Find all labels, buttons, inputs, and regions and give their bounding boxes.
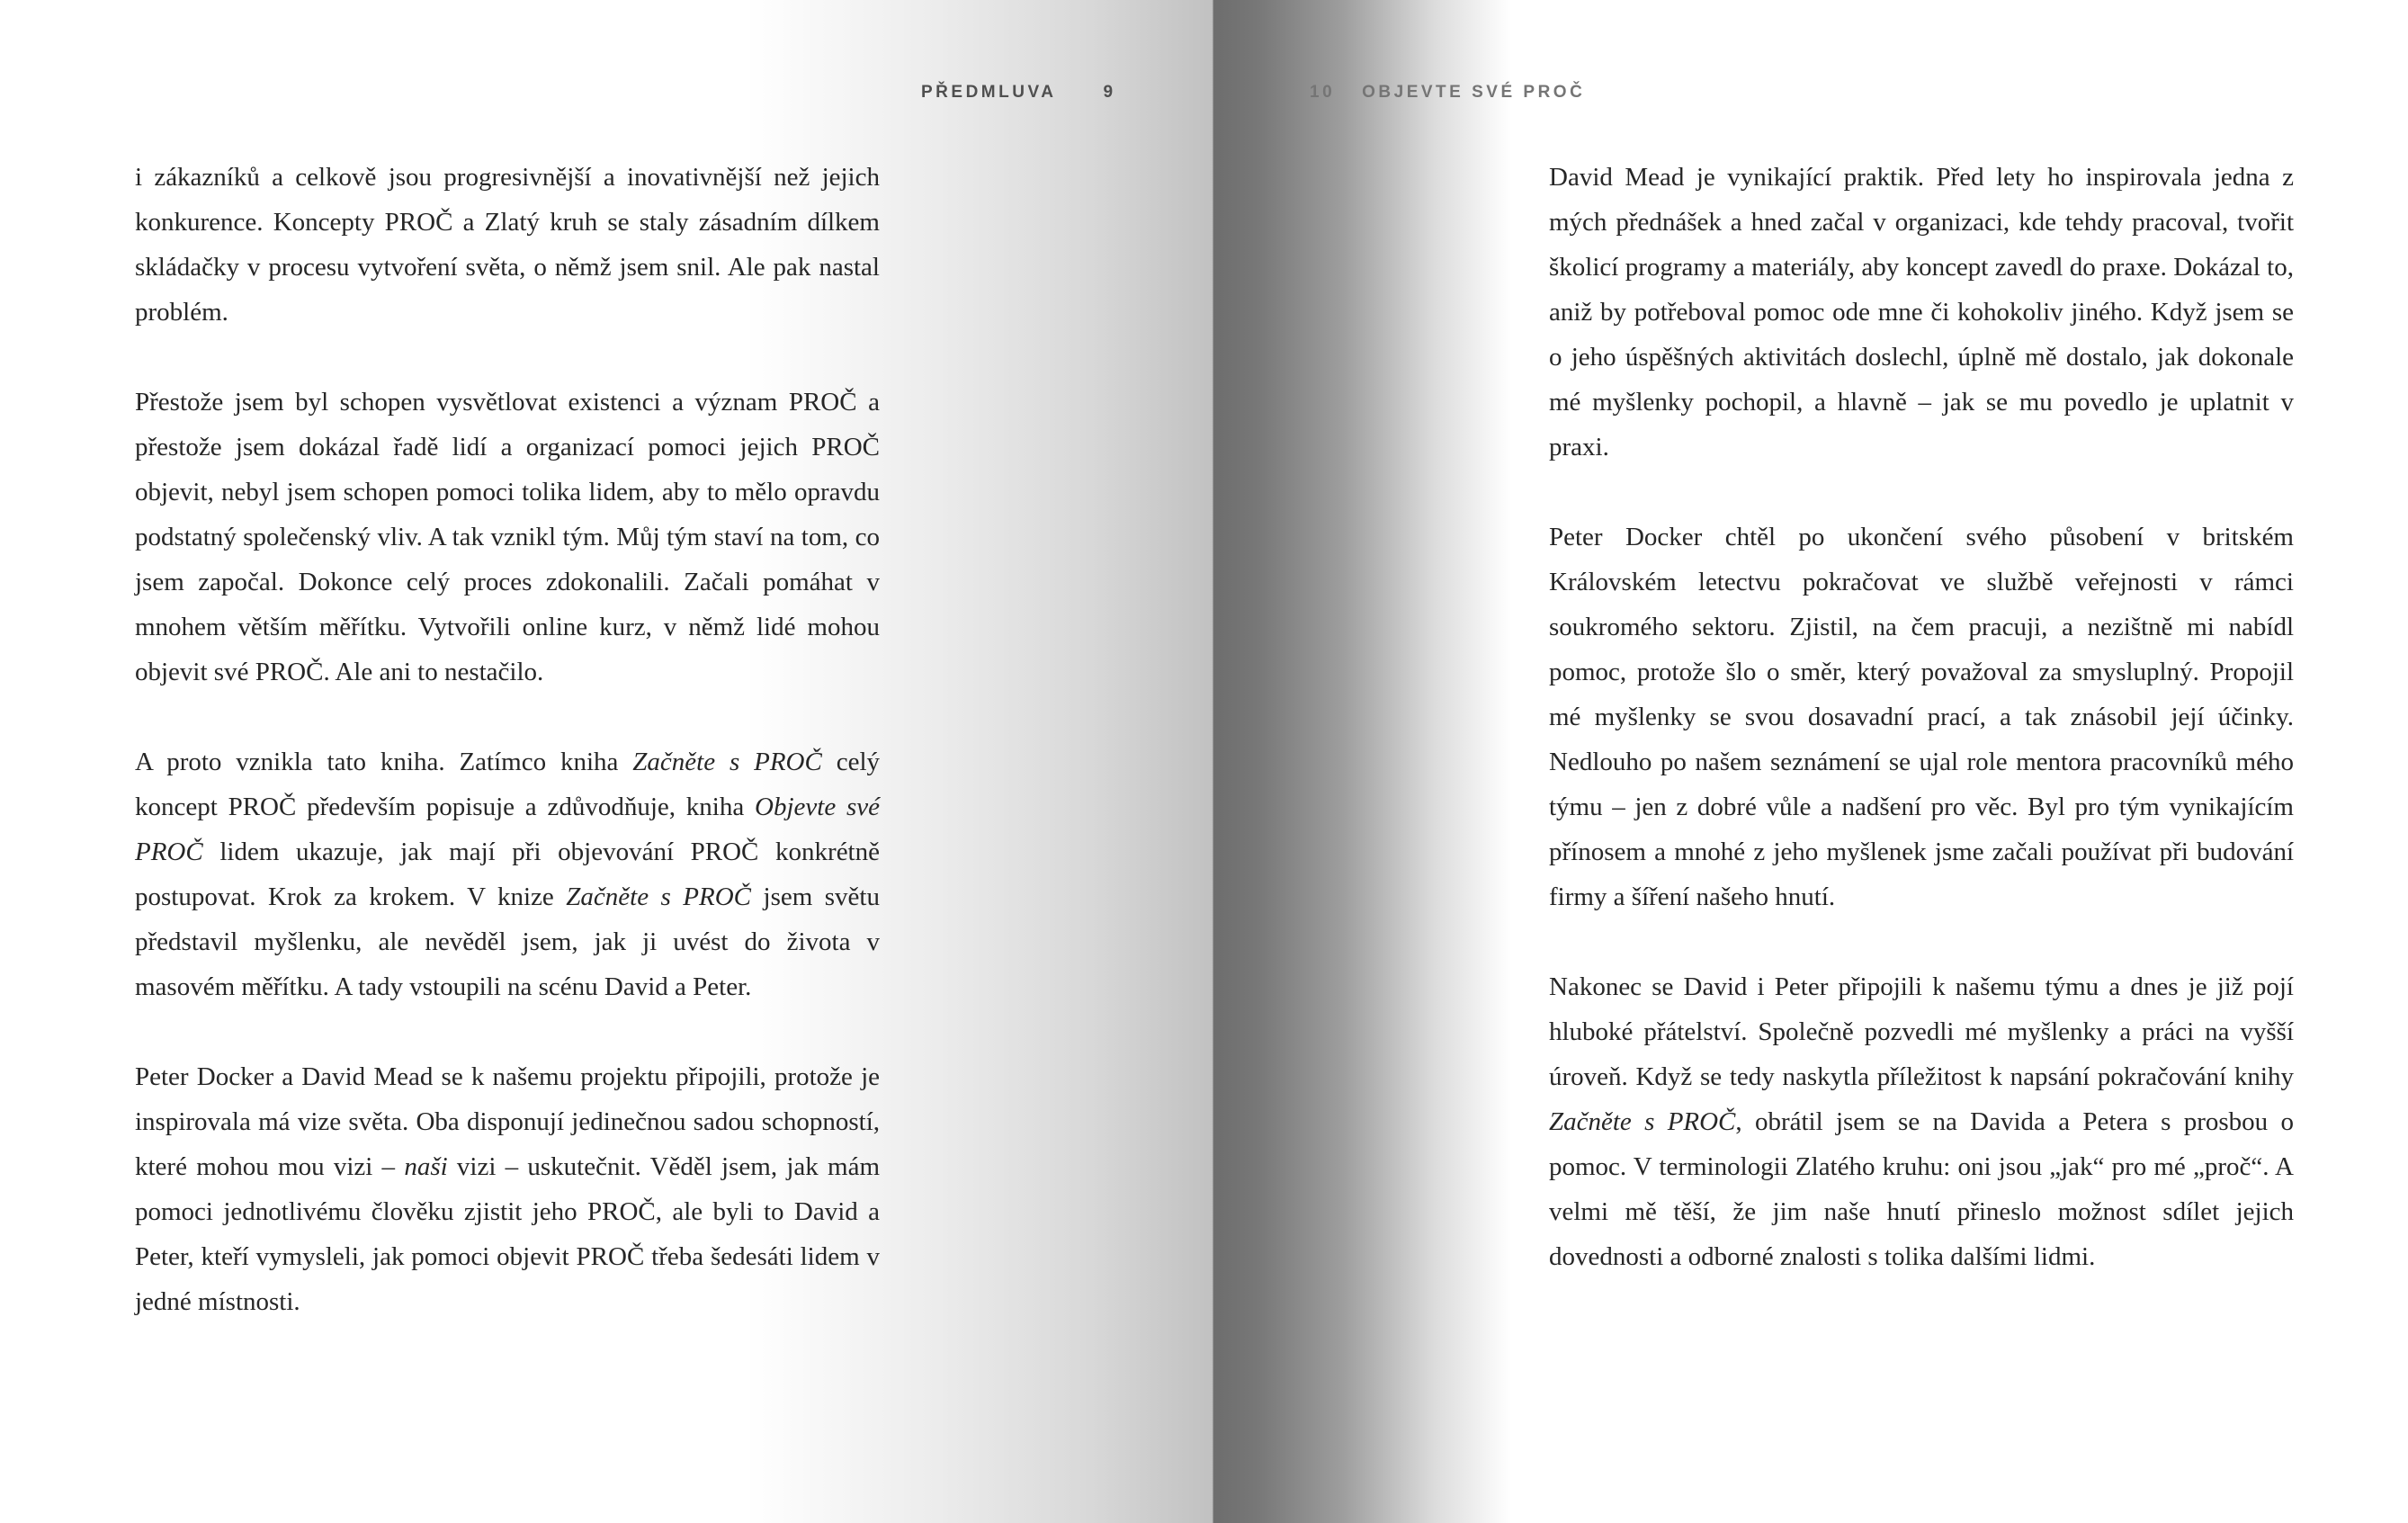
paragraph bbox=[135, 739, 880, 1009]
running-header-title: PŘEDMLUVA bbox=[921, 83, 1057, 102]
right-page bbox=[1213, 0, 2408, 1523]
text-run: Peter Docker a David Mead se k našemu projektu připojili, protože je inspirovala má vize světa. Oba disponují jedinečnou sadou schopností, které mohou mou vizi – bbox=[135, 1062, 880, 1181]
paragraph bbox=[1549, 515, 2294, 919]
text-run: celý koncept PROČ především popisuje a zdůvodňuje, kniha bbox=[135, 748, 881, 821]
text-run: A proto vznikla tato kniha. Zatímco kniha bbox=[135, 748, 633, 776]
running-header-left bbox=[921, 83, 1116, 103]
italic-text-run: naši bbox=[404, 1152, 448, 1181]
text-run: David Mead je vynikající praktik. Před lety ho inspirovala jedna z mých přednášek a hned začal v organizaci, kde tehdy pracoval, tvořit školicí programy a materiály, aby koncept zavedl do praxe. Dokázal to, aniž by potřeboval pomoc ode mne či kohokoliv jiného. Když jsem se o jeho úspěšných aktivitách doslechl, úplně mě dostalo, jak dokonale mé myšlenky pochopil, a hlavně – jak se mu povedlo je uplatnit v praxi. bbox=[1549, 163, 2294, 461]
text-run: Nakonec se David i Peter připojili k našemu týmu a dnes je již pojí hluboké přátelství. Společně pozvedli mé myšlenky a práci na vyšší úroveň. Když se tedy naskytla příležitost k napsání pokračování knihy bbox=[1549, 972, 2294, 1091]
left-page-text bbox=[135, 155, 880, 1324]
page-number: 9 bbox=[1103, 83, 1116, 102]
text-run: Peter Docker chtěl po ukončení svého působení v britském Královském letectvu pokračovat ve službě veřejnosti v rámci soukromého sektoru. Zjistil, na čem pracuji, a nezištně mi nabídl pomoc, protože šlo o směr, který považoval za smysluplný. Propojil mé myšlenky se svou dosavadní prací, a tak znásobil její účinky. Nedlouho po našem seznámení se ujal role mentora pracovníků mého týmu – jen z dobré vůle a nadšení pro věc. Byl pro tým vynikajícím přínosem a mnohé z jeho myšlenek jsme začali používat při budování firmy a šíření našeho hnutí. bbox=[1549, 523, 2294, 911]
running-header-title: OBJEVTE SVÉ PROČ bbox=[1362, 83, 1586, 102]
paragraph bbox=[1549, 964, 2294, 1279]
paragraph bbox=[135, 155, 880, 335]
running-header-right bbox=[1310, 83, 1585, 103]
paragraph bbox=[135, 380, 880, 694]
paragraph bbox=[1549, 155, 2294, 470]
text-run: lidem ukazuje, jak mají při objevování PROČ konkrétně postupovat. Krok za krokem. V knize bbox=[135, 838, 880, 911]
right-page-text bbox=[1549, 155, 2294, 1279]
italic-text-run: Objevte své PROČ bbox=[135, 793, 881, 866]
text-run: jsem světu představil myšlenku, ale nevěděl jsem, jak ji uvést do života v masovém měřítku. A tady vstoupili na scénu David a Peter. bbox=[135, 882, 880, 1001]
page-number: 10 bbox=[1310, 83, 1336, 102]
italic-text-run: Začněte s PROČ bbox=[632, 748, 822, 776]
italic-text-run: Začněte s PROČ bbox=[1549, 1107, 1736, 1136]
text-run: , obrátil jsem se na Davida a Petera s prosbou o pomoc. V terminologii Zlatého kruhu: oni jsou „jak“ pro mé „proč“. A velmi mě těší, že jim naše hnutí přineslo možnost sdílet jejich dovednosti a odborné znalosti s tolika dalšími lidmi. bbox=[1549, 1107, 2294, 1271]
text-run: vizi – uskutečnit. Věděl jsem, jak mám pomoci jednotlivému člověku zjistit jeho PROČ, ale byli to David a Peter, kteří vymysleli, jak pomoci objevit PROČ třeba šedesáti lidem v jedné místnosti. bbox=[135, 1152, 880, 1316]
italic-text-run: Začněte s PROČ bbox=[566, 882, 752, 911]
text-run: Přestože jsem byl schopen vysvětlovat existenci a význam PROČ a přestože jsem dokázal řadě lidí a organizací pomoci jejich PROČ objevit, nebyl jsem schopen pomoci tolika lidem, aby to mělo opravdu podstatný společenský vliv. A tak vznikl tým. Můj tým staví na tom, co jsem započal. Dokonce celý proces zdokonalili. Začali pomáhat v mnohem větším měřítku. Vytvořili online kurz, v němž lidé mohou objevit své PROČ. Ale ani to nestačilo. bbox=[135, 388, 880, 686]
paragraph bbox=[135, 1054, 880, 1324]
text-run: i zákazníků a celkově jsou progresivnější a inovativnější než jejich konkurence. Koncepty PROČ a Zlatý kruh se staly zásadním dílkem skládačky v procesu vytvoření světa, o němž jsem snil. Ale pak nastal problém. bbox=[135, 163, 880, 327]
